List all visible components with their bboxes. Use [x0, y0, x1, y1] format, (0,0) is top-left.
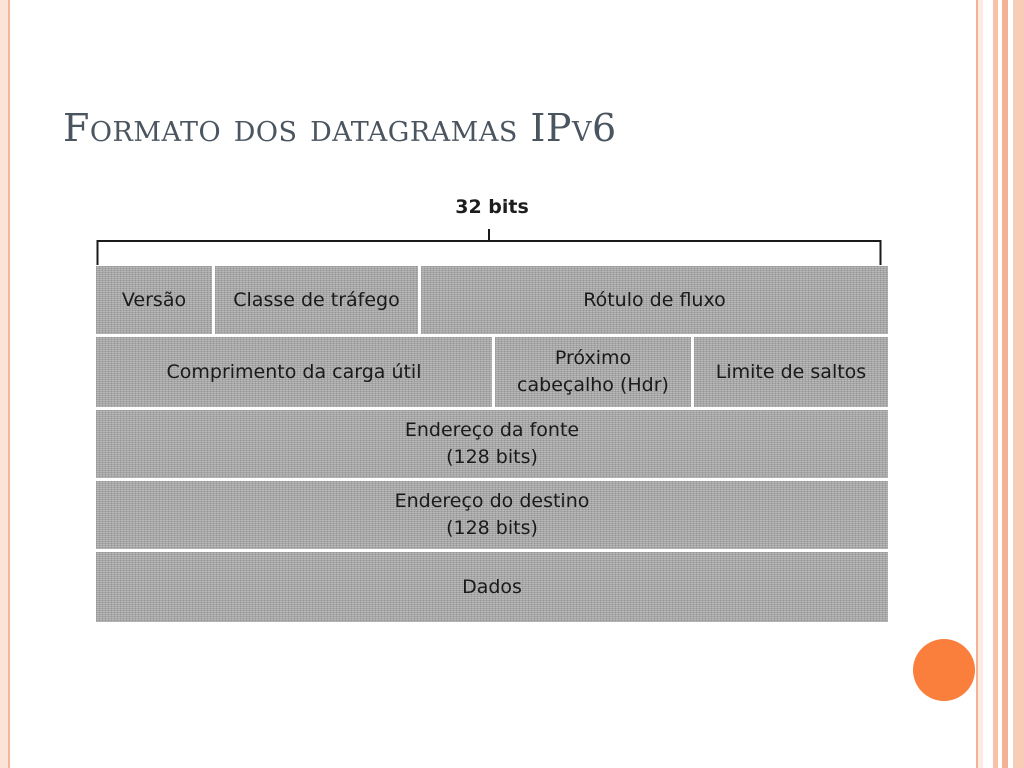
- row-3: [96, 410, 888, 478]
- row-4: [96, 481, 888, 549]
- field-next-header: [495, 337, 691, 407]
- slide-title: Formato dos datagramas IPv6: [63, 106, 617, 150]
- field-label-line-2: cabeçalho (Hdr): [517, 374, 669, 396]
- field-traffic-class: [215, 266, 418, 334]
- row-2: [96, 337, 888, 407]
- field-source-address: [96, 410, 888, 478]
- field-label-line-1: Endereço da fonte: [404, 419, 580, 441]
- field-grid: [96, 266, 888, 624]
- field-label: Classe de tráfego: [233, 288, 400, 311]
- field-label-line-1: Endereço do destino: [394, 490, 590, 512]
- field-destination-address: [96, 481, 888, 549]
- field-label: Dados: [462, 575, 522, 598]
- ipv6-datagram-diagram: [96, 188, 888, 624]
- field-label-line-1: Próximo: [554, 347, 632, 369]
- field-hop-limit: [694, 337, 888, 407]
- field-version: [96, 266, 212, 334]
- row-5: [96, 552, 888, 622]
- field-label: Limite de saltos: [715, 360, 867, 383]
- width-bracket: [96, 227, 882, 267]
- left-border-decoration: [0, 0, 10, 768]
- field-flow-label: [421, 266, 888, 334]
- field-label-line-2: (128 bits): [446, 446, 538, 468]
- right-stripe-decoration: [976, 0, 1024, 768]
- field-label: Comprimento da carga útil: [166, 360, 422, 383]
- field-label-line-2: (128 bits): [446, 517, 538, 539]
- field-payload-length: [96, 337, 492, 407]
- row-1: [96, 266, 888, 334]
- field-label: Versão: [121, 288, 187, 311]
- orange-circle-decoration: [913, 639, 975, 701]
- field-label: Rótulo de fluxo: [583, 288, 726, 311]
- field-data: [96, 552, 888, 622]
- width-label: 32 bits: [455, 196, 529, 218]
